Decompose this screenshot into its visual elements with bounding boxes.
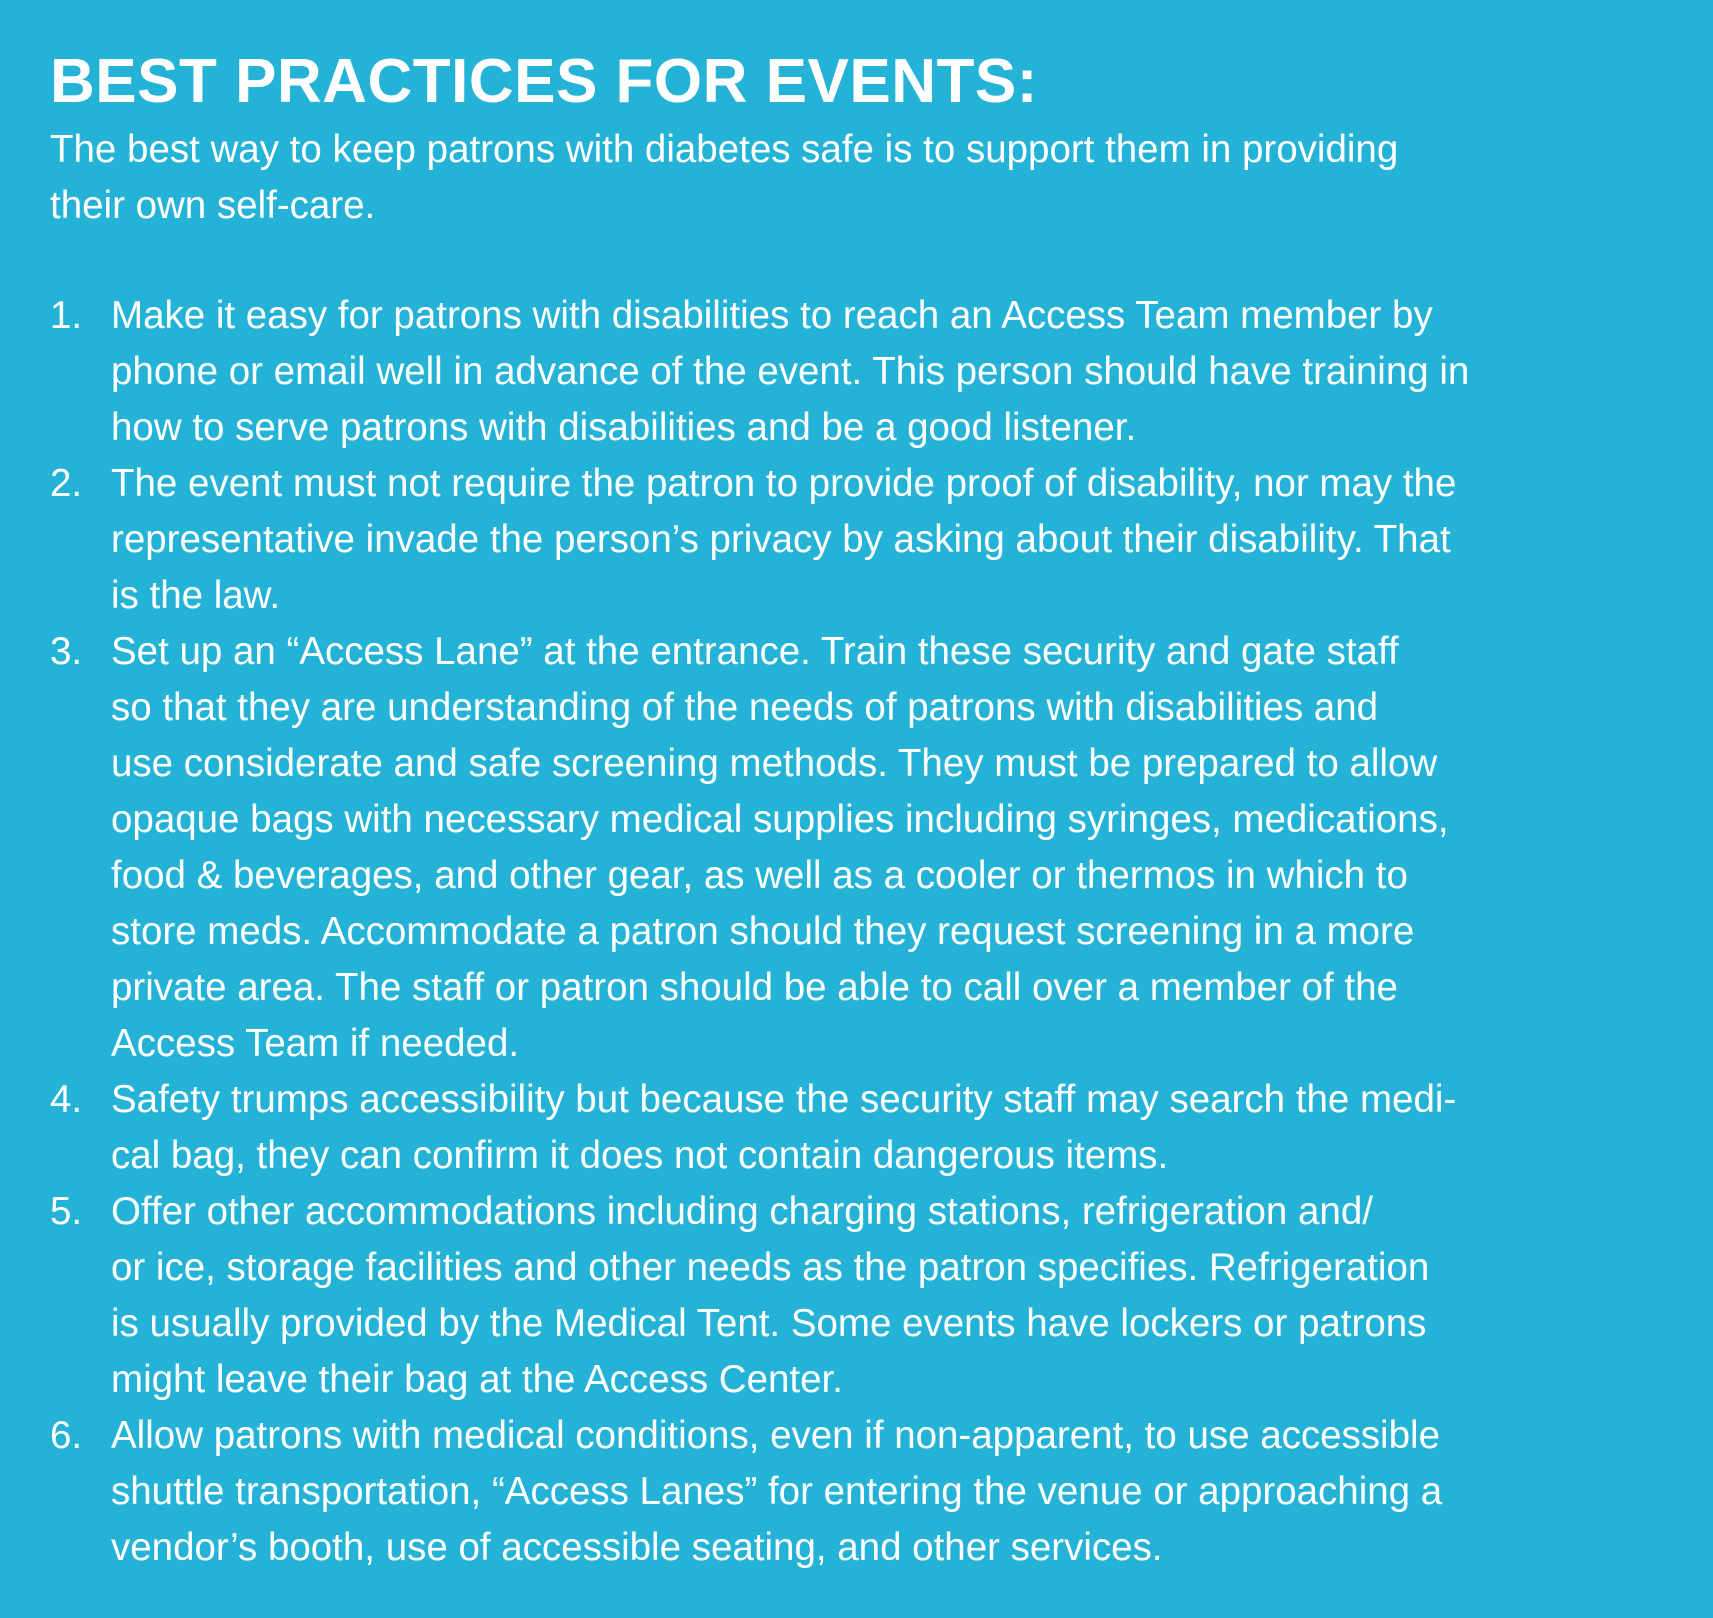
list-item bbox=[50, 624, 1670, 1072]
item-line: food & beverages, and other gear, as well as a cooler or thermos in which to bbox=[111, 854, 1408, 897]
item-text bbox=[111, 1408, 1670, 1576]
list-item bbox=[50, 1184, 1670, 1408]
item-text bbox=[111, 1072, 1670, 1184]
item-line: so that they are understanding of the needs of patrons with disabilities and bbox=[111, 686, 1379, 729]
item-line: phone or email well in advance of the event. This person should have training in bbox=[111, 350, 1470, 393]
item-line: shuttle transportation, “Access Lanes” for entering the venue or approaching a bbox=[111, 1470, 1443, 1513]
item-text bbox=[111, 456, 1670, 624]
item-line: is the law. bbox=[111, 574, 281, 617]
item-number: 5. bbox=[50, 1190, 83, 1233]
list-item bbox=[50, 1408, 1670, 1576]
item-line: Allow patrons with medical conditions, even if non-apparent, to use accessible bbox=[111, 1414, 1440, 1457]
item-line: how to serve patrons with disabilities and be a good listener. bbox=[111, 406, 1137, 449]
item-line: vendor’s booth, use of accessible seating, and other services. bbox=[111, 1526, 1163, 1569]
item-line: The event must not require the patron to provide proof of disability, nor may the bbox=[111, 462, 1457, 505]
item-number: 1. bbox=[50, 294, 83, 337]
list-item bbox=[50, 288, 1670, 456]
item-text bbox=[111, 1184, 1670, 1408]
item-text bbox=[111, 624, 1670, 1072]
list-item bbox=[50, 456, 1670, 624]
item-number: 4. bbox=[50, 1078, 83, 1121]
item-line: private area. The staff or patron should be able to call over a member of the bbox=[111, 966, 1398, 1009]
intro-paragraph bbox=[50, 122, 1670, 234]
intro-line: The best way to keep patrons with diabetes safe is to support them in providing bbox=[50, 128, 1399, 171]
item-line: representative invade the person’s privacy by asking about their disability. That bbox=[111, 518, 1451, 561]
item-line: might leave their bag at the Access Center. bbox=[111, 1358, 843, 1401]
item-line: opaque bags with necessary medical supplies including syringes, medications, bbox=[111, 798, 1449, 841]
practices-list bbox=[50, 288, 1670, 1576]
item-line: cal bag, they can confirm it does not contain dangerous items. bbox=[111, 1134, 1169, 1177]
item-line: use considerate and safe screening methods. They must be prepared to allow bbox=[111, 742, 1438, 785]
item-line: Make it easy for patrons with disabilities to reach an Access Team member by bbox=[111, 294, 1433, 337]
item-line: is usually provided by the Medical Tent. Some events have lockers or patrons bbox=[111, 1302, 1427, 1345]
list-item bbox=[50, 1072, 1670, 1184]
item-line: Offer other accommodations including charging stations, refrigeration and/ bbox=[111, 1190, 1373, 1233]
item-text bbox=[111, 288, 1670, 456]
item-number: 3. bbox=[50, 630, 83, 673]
item-line: Safety trumps accessibility but because the security staff may search the medi- bbox=[111, 1078, 1457, 1121]
item-line: store meds. Accommodate a patron should they request screening in a more bbox=[111, 910, 1415, 953]
item-line: or ice, storage facilities and other needs as the patron specifies. Refrigeration bbox=[111, 1246, 1430, 1289]
best-practices-panel bbox=[50, 42, 1670, 1576]
item-number: 6. bbox=[50, 1414, 83, 1457]
item-number: 2. bbox=[50, 462, 83, 505]
page-title: BEST PRACTICES FOR EVENTS: bbox=[50, 47, 1038, 116]
item-line: Set up an “Access Lane” at the entrance. Train these security and gate staff bbox=[111, 630, 1399, 673]
intro-line: their own self-care. bbox=[50, 184, 376, 227]
item-line: Access Team if needed. bbox=[111, 1022, 520, 1065]
